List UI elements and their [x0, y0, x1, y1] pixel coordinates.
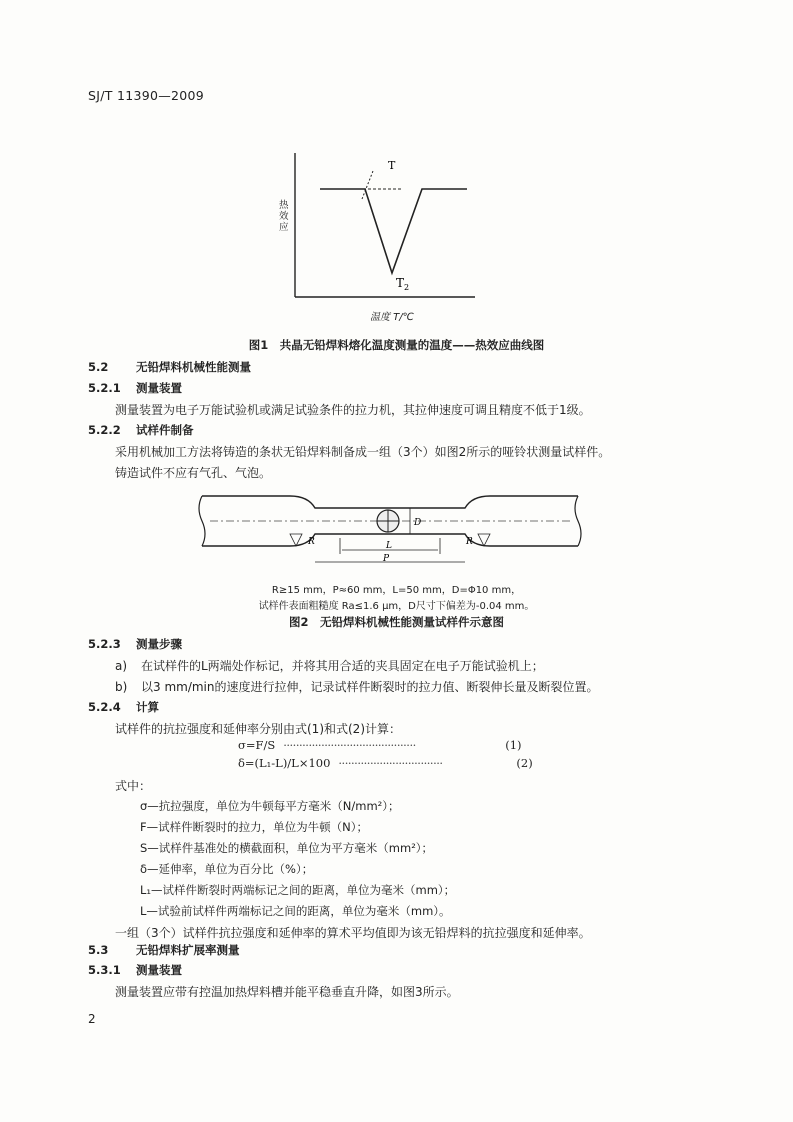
section-5-2-2-heading: 5.2.2 试样件制备 — [88, 423, 194, 437]
section-5-2-4-heading: 5.2.4 计算 — [88, 700, 159, 714]
section-5-2-2-text-2: 铸造试件不应有气孔、气泡。 — [115, 466, 272, 480]
formula-2: δ=(L₁-L)/L×100 ································· (2) — [238, 756, 533, 770]
figure-1-graph — [270, 145, 480, 335]
section-5-2-1-heading: 5.2.1 测量装置 — [88, 381, 182, 395]
label-t2: $T_2$ — [396, 276, 410, 292]
heat-curve — [320, 189, 467, 273]
figure-2-spec-2: 试样件表面粗糙度 Ra≤1.6 μm，D尺寸下偏差为-0.04 mm。 — [258, 601, 535, 612]
figure-2-spec-1: R≥15 mm，P≈60 mm，L=50 mm，D=Φ10 mm， — [271, 585, 522, 596]
section-5-2-2-text-1: 采用机械加工方法将铸造的条状无铅焊料制备成一组（3个）如图2所示的哑铃状测量试样件。 — [115, 445, 611, 459]
section-5-2-heading: 5.2 无铅焊料机械性能测量 — [88, 360, 251, 374]
label-d: D — [414, 518, 422, 528]
label-l: L — [386, 541, 392, 551]
label-r-right: R — [466, 537, 473, 547]
label-r-left: R — [308, 537, 315, 547]
figure-2-specimen — [190, 488, 590, 568]
section-5-3-1-text: 测量装置应带有控温加热焊料槽并能平稳垂直升降，如图3所示。 — [115, 985, 459, 999]
calc-conclusion: 一组（3个）试样件抗拉强度和延伸率的算术平均值即为该无铅焊料的抗拉强度和延伸率。 — [115, 926, 591, 940]
formula-1: σ=F/S ·········································· (1) — [238, 738, 522, 752]
def-sigma: σ—抗拉强度，单位为牛顿每平方毫米（N/mm²）； — [140, 799, 400, 813]
calc-intro: 试样件的抗拉强度和延伸率分别由式(1)和式(2)计算： — [115, 722, 401, 736]
page-number: 2 — [88, 1012, 96, 1026]
step-b: b) 以3 mm/min的速度进行拉伸，记录试样件断裂时的拉力值、断裂伸长量及断裂位置。 — [115, 680, 599, 694]
label-p: P — [383, 554, 390, 564]
section-5-2-1-text: 测量装置为电子万能试验机或满足试验条件的拉力机，其拉伸速度可调且精度不低于1级。 — [115, 403, 591, 417]
figure-1-caption: 图1 共晶无铅焊料熔化温度测量的温度——热效应曲线图 — [248, 338, 545, 352]
section-5-3-heading: 5.3 无铅焊料扩展率测量 — [88, 943, 240, 957]
where-label: 式中： — [115, 779, 152, 793]
def-s: S—试样件基准处的横截面积，单位为平方毫米（mm²）； — [140, 841, 434, 855]
figure-2-caption: 图2 无铅焊料机械性能测量试样件示意图 — [289, 615, 504, 629]
figure-1-xlabel: 温度 T/℃ — [370, 312, 414, 323]
def-delta: δ—延伸率，单位为百分比（%）； — [140, 862, 314, 876]
figure-1-ylabel: 热效应 — [279, 200, 289, 233]
label-t: T — [388, 159, 396, 172]
def-l1: L₁—试样件断裂时两端标记之间的距离，单位为毫米（mm）； — [140, 883, 456, 897]
section-5-2-3-heading: 5.2.3 测量步骤 — [88, 637, 182, 651]
def-l: L—试验前试样件两端标记之间的距离，单位为毫米（mm）。 — [140, 904, 451, 918]
section-5-3-1-heading: 5.3.1 测量装置 — [88, 963, 182, 977]
document-header: SJ/T 11390—2009 — [88, 88, 205, 103]
step-a: a) 在试样件的L两端处作标记，并将其用合适的夹具固定在电子万能试验机上； — [115, 659, 544, 673]
def-f: F—试样件断裂时的拉力，单位为牛顿（N）； — [140, 820, 368, 834]
